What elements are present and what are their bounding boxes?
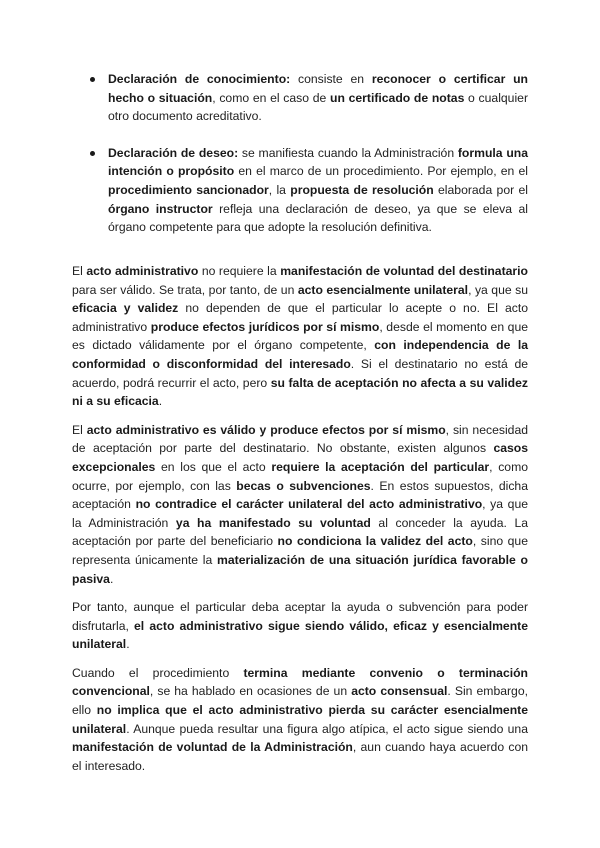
text-run: en los que el acto bbox=[155, 459, 272, 474]
bold-text: acto administrativo bbox=[86, 264, 199, 278]
paragraph-unilateral bbox=[72, 262, 528, 411]
text-run: , como ocurre, por ejemplo, con las bbox=[72, 459, 529, 493]
text-run: . bbox=[109, 571, 114, 586]
bold-text: produce efectos jurídicos por sí mismo bbox=[150, 319, 380, 334]
text-run: , como en el caso de bbox=[212, 90, 330, 105]
bullet-text bbox=[108, 144, 528, 237]
text-run: . Sin embargo, ello bbox=[72, 684, 528, 718]
text-run: para ser válido. Se trata, por tanto, de un bbox=[72, 282, 298, 297]
paragraph-excepciones bbox=[72, 421, 528, 588]
bold-text: acto administrativo es válido y produce efectos por sí mismo bbox=[86, 422, 446, 437]
text-run: , la bbox=[268, 182, 291, 197]
bold-text: el acto administrativo sigue siendo válido, eficaz y esencialmente unilateral bbox=[72, 618, 528, 652]
bold-text: eficacia y validez bbox=[72, 301, 179, 316]
bullet-icon bbox=[90, 151, 95, 156]
bullet-list bbox=[88, 70, 528, 255]
text-run: , ya que su bbox=[468, 282, 529, 297]
bullet-text bbox=[108, 70, 528, 126]
bold-text: manifestación de voluntad de la Administración bbox=[72, 740, 353, 755]
bold-text: su falta de aceptación no afecta a su validez ni a su eficacia bbox=[72, 375, 528, 409]
bold-text: manifestación de voluntad del destinatario bbox=[280, 264, 528, 278]
text-run: en el marco de un procedimiento. Por ejemplo, en el bbox=[234, 164, 529, 179]
bold-text: acto consensual bbox=[351, 684, 448, 699]
bullet-item-conocimiento bbox=[88, 70, 528, 126]
bold-text: formula una intención o propósito bbox=[108, 145, 528, 179]
text-run: elaborada por el bbox=[433, 182, 528, 197]
text-run: El bbox=[72, 264, 87, 278]
bold-text: materialización de una situación jurídica favorable o pasiva bbox=[72, 552, 528, 586]
text-run: no dependen de que el particular lo acepte o no. El acto administrativo bbox=[72, 301, 528, 334]
bold-text: órgano instructor bbox=[108, 201, 213, 216]
text-run: Por tanto, aunque el particular deba aceptar la ayuda o subvención para poder disfrutarla, bbox=[72, 600, 528, 633]
bold-text: un certificado de notas bbox=[330, 90, 465, 105]
text-run: refleja una declaración de deseo, ya que se eleva al órgano competente para que adopte la resolución definitiva. bbox=[108, 201, 528, 235]
bold-text: becas o subvenciones bbox=[236, 478, 371, 493]
text-run: . En estos supuestos, dicha aceptación bbox=[72, 478, 528, 512]
bold-text: no implica que el acto administrativo pierda su carácter esencialmente unilateral bbox=[72, 703, 528, 736]
bold-text: con independencia de la conformidad o disconformidad del interesado bbox=[72, 338, 528, 371]
paragraph-conclusion bbox=[72, 598, 528, 654]
text-run: El bbox=[72, 422, 87, 437]
bullet-icon bbox=[90, 77, 95, 82]
text-run: , desde el momento en que es dictado válidamente por el órgano competente, bbox=[72, 319, 529, 353]
paragraph-convenio bbox=[72, 664, 528, 776]
text-run: . Si el destinatario no está de acuerdo, podrá recurrir el acto, pero bbox=[72, 356, 528, 390]
bold-text: acto esencialmente unilateral bbox=[297, 282, 469, 297]
bold-text: procedimiento sancionador bbox=[108, 182, 269, 197]
text-run: . Aunque pueda resultar una figura algo atípica, el acto sigue siendo una bbox=[126, 721, 528, 736]
bold-text: Declaración de conocimiento: bbox=[108, 72, 291, 86]
bold-text: ya ha manifestado su voluntad bbox=[175, 515, 371, 530]
bold-text: casos excepcionales bbox=[72, 441, 528, 474]
bold-text: requiere la aceptación del particular bbox=[271, 459, 490, 474]
text-run: . bbox=[126, 637, 130, 652]
text-run: o cualquier otro documento acreditativo. bbox=[108, 90, 528, 124]
text-run: , sin necesidad de aceptación por parte del destinatario. No obstante, existen algunos bbox=[72, 422, 528, 456]
bold-text: no contradice el carácter unilateral del acto administrativo bbox=[135, 497, 483, 512]
bold-text: propuesta de resolución bbox=[290, 182, 434, 197]
bold-text: termina mediante convenio o terminación convencional bbox=[72, 665, 528, 699]
body-text bbox=[72, 262, 528, 785]
text-run: , se ha hablado en ocasiones de un bbox=[149, 684, 352, 699]
text-run: . bbox=[158, 394, 163, 409]
text-run: , ya que la Administración bbox=[72, 497, 528, 530]
text-run: al conceder la ayuda. La aceptación por parte del beneficiario bbox=[72, 515, 529, 549]
text-run: , sino que representa únicamente la bbox=[72, 534, 528, 567]
bullet-item-deseo bbox=[88, 144, 528, 237]
text-run: se manifiesta cuando la Administración bbox=[238, 145, 458, 160]
text-run: no requiere la bbox=[198, 264, 281, 278]
text-run: Cuando el procedimiento bbox=[72, 665, 244, 680]
text-run: consiste en bbox=[290, 72, 372, 86]
bold-text: no condiciona la validez del acto bbox=[277, 534, 473, 549]
text-run: , aun cuando haya acuerdo con el interesado. bbox=[72, 740, 528, 773]
bold-text: reconocer o certificar un hecho o situación bbox=[108, 72, 528, 105]
bold-text: Declaración de deseo: bbox=[108, 145, 239, 160]
